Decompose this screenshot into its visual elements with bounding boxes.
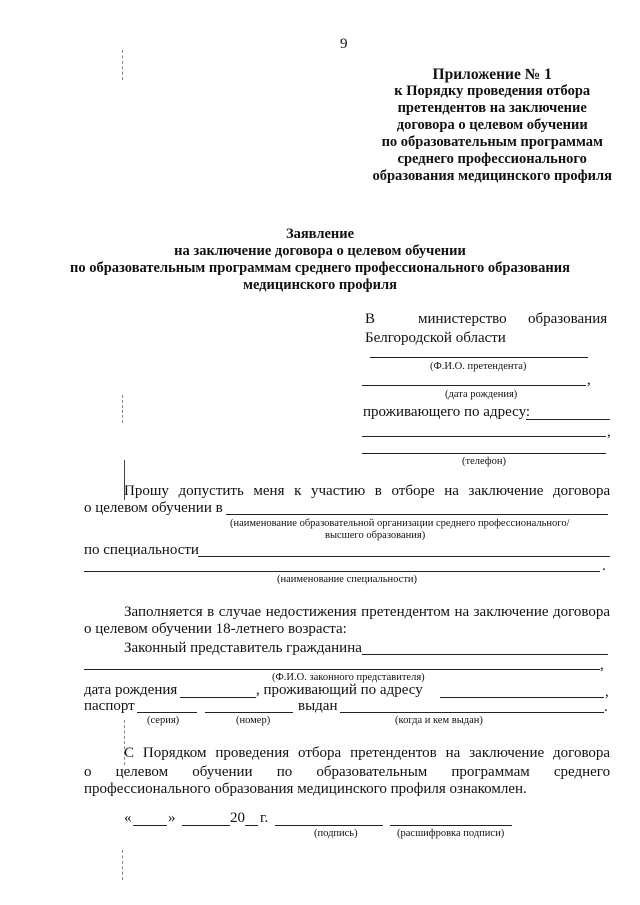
organization-caption: высшего образования)	[325, 530, 426, 541]
appendix-block	[372, 66, 612, 185]
comma: ,	[587, 372, 591, 388]
series-caption: (серия)	[147, 715, 180, 726]
address-field[interactable]	[526, 419, 610, 420]
representative-label: Законный представитель гражданина	[124, 640, 362, 656]
appendix-line: среднего профессионального	[397, 151, 587, 167]
scan-mark	[122, 850, 123, 880]
specialty-label: по специальности	[84, 542, 199, 558]
minor-line-1: Заполняется в случае недостижения претендентом на заключение договора	[124, 604, 611, 620]
ack-line-3: профессионального образования медицинского профиля ознакомлен.	[84, 781, 527, 797]
period: .	[602, 558, 606, 574]
address-label: проживающего по адресу:	[363, 404, 531, 420]
fio-field[interactable]	[370, 357, 588, 358]
title-line: на заключение договора о целевом обучении	[174, 243, 466, 259]
request-line-1: Прошу допустить меня к участию в отборе на заключение договора	[124, 483, 611, 499]
scan-mark	[122, 50, 123, 80]
title-line: по образовательным программам среднего профессионального образования	[70, 260, 570, 276]
passport-number-field[interactable]	[205, 712, 293, 713]
day-field[interactable]	[133, 825, 167, 826]
document-title	[0, 226, 640, 294]
representative-caption: (Ф.И.О. законного представителя)	[272, 672, 425, 683]
addressee-word: образования	[528, 311, 608, 327]
signature-caption: (подпись)	[314, 828, 358, 839]
title-line: Заявление	[285, 226, 355, 242]
quote-close: »	[168, 810, 176, 826]
minor-address-label: , проживающий по адресу	[256, 682, 423, 698]
dob-field[interactable]	[362, 385, 586, 386]
number-caption: (номер)	[236, 715, 271, 726]
year-suffix: г.	[260, 810, 269, 826]
year-prefix: 20	[230, 810, 245, 826]
appendix-line: претендентов на заключение	[397, 100, 587, 116]
appendix-line: к Порядку проведения отбора	[394, 83, 591, 99]
passport-series-field[interactable]	[137, 712, 197, 713]
comma: ,	[607, 424, 611, 440]
addressee-line: Белгородской области	[365, 330, 506, 346]
signature-decode-caption: (расшифровка подписи)	[397, 828, 505, 839]
appendix-line: Приложение № 1	[432, 66, 552, 83]
organization-field[interactable]	[226, 514, 608, 515]
comma: ,	[600, 657, 604, 673]
dob-caption: (дата рождения)	[445, 389, 518, 400]
minor-dob-field[interactable]	[180, 697, 256, 698]
page-number: 9	[340, 36, 348, 52]
organization-caption: (наименование образовательной организации среднего профессионального/	[230, 518, 570, 529]
address-field-2[interactable]	[362, 436, 606, 437]
ack-line-2: о целевом обучении по образовательным программам среднего	[84, 764, 611, 780]
addressee-word: В	[365, 311, 376, 327]
year-field[interactable]	[245, 825, 258, 826]
request-line-2: о целевом обучении в	[84, 500, 223, 516]
appendix-line: договора о целевом обучении	[396, 117, 588, 133]
issued-caption: (когда и кем выдан)	[395, 715, 483, 726]
scan-mark	[122, 395, 123, 423]
minor-dob-label: дата рождения	[84, 682, 178, 698]
signature-decode-field[interactable]	[390, 825, 512, 826]
issued-field[interactable]	[340, 712, 604, 713]
comma: ,	[605, 684, 609, 700]
specialty-caption: (наименование специальности)	[277, 574, 418, 585]
addressee-word: министерство	[418, 311, 507, 327]
month-field[interactable]	[182, 825, 230, 826]
minor-address-field[interactable]	[440, 697, 604, 698]
quote-open: «	[124, 810, 132, 826]
representative-field-2[interactable]	[84, 669, 600, 670]
appendix-line: по образовательным программам	[381, 134, 603, 150]
phone-field[interactable]	[362, 453, 606, 454]
issued-label: выдан	[298, 698, 338, 714]
minor-line-2: о целевом обучении 18-летнего возраста:	[84, 621, 347, 637]
phone-caption: (телефон)	[462, 456, 506, 467]
passport-label: паспорт	[84, 698, 135, 714]
signature-field[interactable]	[275, 825, 383, 826]
appendix-line: образования медицинского профиля	[372, 168, 612, 184]
specialty-field[interactable]	[198, 556, 610, 557]
period: .	[604, 699, 608, 715]
fio-caption: (Ф.И.О. претендента)	[430, 361, 527, 372]
specialty-field-2[interactable]	[84, 571, 600, 572]
title-line: медицинского профиля	[243, 277, 397, 293]
ack-line-1: С Порядком проведения отбора претендентов на заключение договора	[124, 745, 611, 761]
representative-field[interactable]	[362, 654, 608, 655]
